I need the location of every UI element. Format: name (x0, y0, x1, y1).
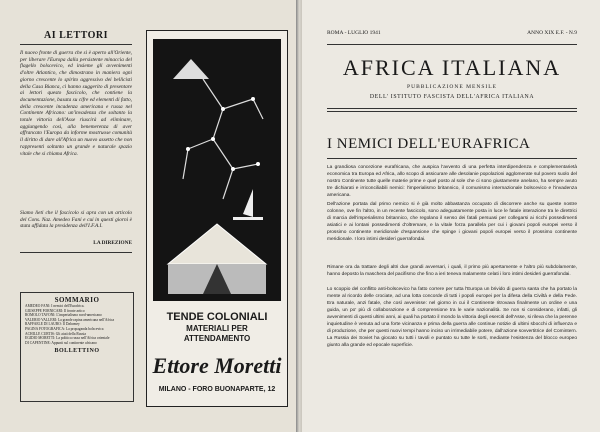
sommario-box (20, 292, 134, 402)
divider (20, 252, 132, 253)
intro-text: Il nuovo fronte di guerra che si è aperto all'Oriente, per liberare l'Europa dalla persistente minaccia del flagello bolscevico, ed insieme gli avvenimenti d'oltre Atlantico, che dimostrano in maniera ogni giorno crescente lo spirito aggressivo dei bellicisti della Casa Bianca, ci hanno suggerito di presentare ai lettori questo fascicolo, che contiene la documentazione, basata su cifre ed elementi di fatto, della crescente incadenza americana e russa nel Continente Africano: un'invadenza che soltanto la totale vittoria dell'Asse riuscirà ad eliminare, aggiungendo così, alla benemerenza di aver affrancato l'Europa da informe mostruose comunità il diritto di dare all'Africa un nuovo assetto che non rappresenti soltanto un grande e naturale spazio vitale che si chiama Africa. (20, 50, 132, 157)
left-page (0, 0, 298, 432)
article-paragraph: Rimane ora da trattare degli altri due grandi avversari, i quali, il primo più apertamente e l'altro più subdolamente, hanno deposto la maschera del pacifismo che fino a ieri teneva malamente celati i loro intimi desideri guerrafondai. (327, 265, 577, 277)
article-title: I NEMICI DELL'EURAFRICA (327, 136, 531, 152)
note-text: Siamo lieti che il fascicolo si apra con un articolo del Cons. Naz. Amedeo Fani e cui in questi giorni è stata affidata la presidenza dell'I.F.A.I. (20, 210, 132, 230)
advertisement (146, 30, 288, 407)
sommario-item: ROMOLO TAVONI: L'imperialismo nord-americano (25, 313, 102, 318)
sommario-list (21, 304, 133, 345)
sommario-title: SOMMARIO (54, 296, 100, 304)
divider (327, 108, 577, 109)
divider (20, 44, 132, 45)
ad-line1: TENDE COLONIALI (166, 311, 268, 323)
ad-address: MILANO - FORO BUONAPARTE, 12 (158, 386, 276, 393)
sommario-item: RAFFAELE DI LAURO: Il Dahomey (25, 322, 80, 327)
sommario-item: GIUSEPPE FORNICARI: Il fronte artico (25, 308, 85, 313)
constellation-illustration (153, 39, 281, 301)
sommario-item: ACHILLE CURTIS: Gli aiuti della Russia (25, 331, 86, 336)
article-paragraph: Lo scoppio del conflitto anti-bolscevico ha fatto correre per tutta l'Europa un brivido di guerra santa che ha portato la mente al ricordo delle crociate, ad una lotta concorde di tutti i popoli europei per la difesa della Civiltà e della Fede. Era naturale, anzi fatale, che così avvenisse: nel giorno in cui il Continente ritrovava finalmente un ordine e una guida, un po' più di collaborazione e di comprensione tra le varie nazionalità. Se non si considerano, infatti, gli avvenimenti di questi ultimi anni, ai quali ha portato il mondo la vittoria degli eserciti dell'Asse, si rileva che la perenne inquietudine è venuta ad una forte vicinanza e prima della guerra alle continue notizie di ultimi sbocchi di influenza e di produzione, che per questi nuovi tempi hanno inciso un irrimediabile potere, dall'azione sovvertitrice del Comintern. La Russia dei Soviet ha giocato su tutti i tavoli e puntato su tutte le sorti, mediante l'esistenza del blocco europeo giunto alla grande ed epocale superficie. (327, 287, 577, 348)
sommario-item: VALERIO VALLERI: La grande rapina americana nell'Africa (25, 317, 115, 322)
ad-line2: MATERIALI PER (186, 324, 248, 333)
ad-line3: ATTENDAMENTO (183, 334, 251, 343)
divider (327, 111, 577, 112)
ai-lettori-heading: AI LETTORI (43, 30, 108, 41)
sommario-item: EGIDIO MORETTI: La politica russa nell'Africa orientale (25, 336, 110, 341)
signature: LA DIREZIONE (93, 240, 132, 246)
issue-date: ROMA - LUGLIO 1941 (327, 30, 381, 36)
sommario-item: AMEDEO FANI: I nemici dell'Eurafrica. (25, 304, 85, 308)
sommario-item: PAGINA FOTOGRAFICA: La propaganda bolscevica (25, 326, 104, 331)
masthead-subtitle: PUBBLICAZIONE MENSILE (407, 84, 497, 90)
divider (327, 44, 577, 45)
issue-number: ANNO XIX E.F. - N.9 (527, 30, 577, 36)
divider (327, 158, 577, 159)
bollettino-title: BOLLETTINO (54, 348, 100, 355)
sommario-item: DI CAPENTINE: Appunti sul continente africano (25, 340, 97, 345)
right-page (302, 0, 600, 432)
ad-brand: Ettore Moretti (152, 353, 282, 378)
article-paragraph: La grandiosa concezione eurafricana, che auspica l'avvento di una perfetta interdipendenza e complementarietà economica tra Europa ed Africa, allo scopo di assicurare alle desolanie popolazioni agglomerate sul povero suolo del nostro Continente tutte quelle materie prime e quel posto al sole che ci sono giustamente anelano, ha sempre avuto tre dichiarati e irriconciliabili nemici: l'imperialismo britannico, il comunismo internazionale bolscevico e l'invadenza americana. (327, 165, 577, 198)
masthead-institute: DELL' ISTITUTO FASCISTA DELL'AFRICA ITALIANA (369, 94, 535, 100)
ad-illustration (153, 39, 281, 301)
masthead-title: AFRICA ITALIANA (342, 55, 562, 80)
article-paragraph: Dell'azione portata dal primo nemico si è già molto abbastanza occupato di discorrere anche su queste nostre colonne, ove fin l'altro, in un recente fascicolo, sono adeguatamente posta in luce le fatale interazione tra le direttrici di marcia dell'imperialismo britannico, che regolano il senso dei fatali persuasi per collegarsi ai ricchi possedimenti asiatici e ai lontani possedimenti d'oltremare, e la vitale forza parallela per cui i giovani popoli europei verso il prossimo continente meridionale d'espansione che spinge i giovani popoli europei verso il prossimo continente meridionale. I loro intimi desideri guerrafondai. (327, 202, 577, 242)
